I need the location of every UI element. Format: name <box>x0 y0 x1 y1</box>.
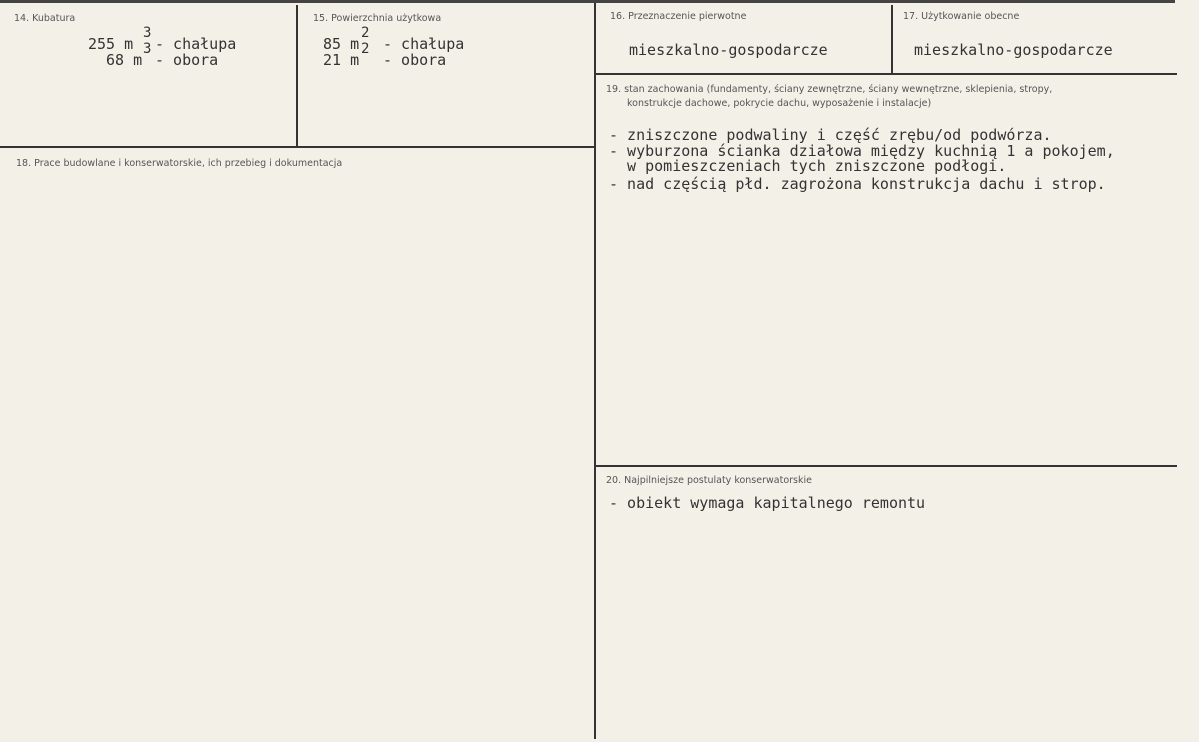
divider-row1-right <box>595 73 1177 75</box>
field-14-desc-2: - obora <box>155 51 219 69</box>
field-19-label-line-2: konstrukcje dachowe, pokrycie dachu, wyposażenie i instalacje) <box>627 98 932 109</box>
field-14-desc-1: - chałupa <box>155 35 237 53</box>
field-14-exponent-1: 3 <box>143 25 152 41</box>
field-17-value: mieszkalno-gospodarcze <box>914 41 1113 59</box>
field-19-line-3: w pomieszczeniach tych zniszczone podłogi. <box>609 157 1007 175</box>
field-20-label: 20. Najpilniejsze postulaty konserwatorskie <box>606 475 812 486</box>
field-15-exponent-2: 2 <box>361 41 370 57</box>
field-15-label: 15. Powierzchnia użytkowa <box>313 13 442 24</box>
field-15-value-2: 21 m <box>323 51 360 69</box>
field-14-value-1: 255 m <box>88 35 134 53</box>
field-15-exponent-1: 2 <box>361 25 370 41</box>
field-16-label: 16. Przeznaczenie pierwotne <box>610 11 747 22</box>
divider-left-right <box>594 3 596 739</box>
field-15-desc-1: - chałupa <box>383 35 465 53</box>
field-16-value: mieszkalno-gospodarcze <box>629 41 828 59</box>
top-border <box>0 0 1175 3</box>
field-17-label: 17. Użytkowanie obecne <box>903 11 1020 22</box>
field-19-line-1: - zniszczone podwaliny i część zrębu/od podwórza. <box>609 126 1052 144</box>
field-15-value-1: 85 m <box>323 35 360 53</box>
field-20-line-1: - obiekt wymaga kapitalnego remontu <box>609 494 926 512</box>
field-18-label: 18. Prace budowlane i konserwatorskie, ich przebieg i dokumentacja <box>16 158 343 169</box>
field-19-line-4: - nad częścią płd. zagrożona konstrukcja dachu i strop. <box>609 175 1106 193</box>
field-14-exponent-2: 3 <box>143 41 152 57</box>
field-14-value-2: 68 m <box>106 51 143 69</box>
divider-19-20 <box>595 465 1177 467</box>
divider-14-15 <box>296 5 298 147</box>
field-15-desc-2: - obora <box>383 51 447 69</box>
field-19-label-line-1: 19. stan zachowania (fundamenty, ściany zewnętrzne, ściany wewnętrzne, sklepienia, stropy, <box>606 84 1053 95</box>
field-14-label: 14. Kubatura <box>14 13 76 24</box>
divider-16-17 <box>891 5 893 73</box>
field-19-line-2: - wyburzona ścianka działowa między kuchnią 1 a pokojem, <box>609 142 1115 160</box>
divider-row1-left <box>0 146 596 148</box>
